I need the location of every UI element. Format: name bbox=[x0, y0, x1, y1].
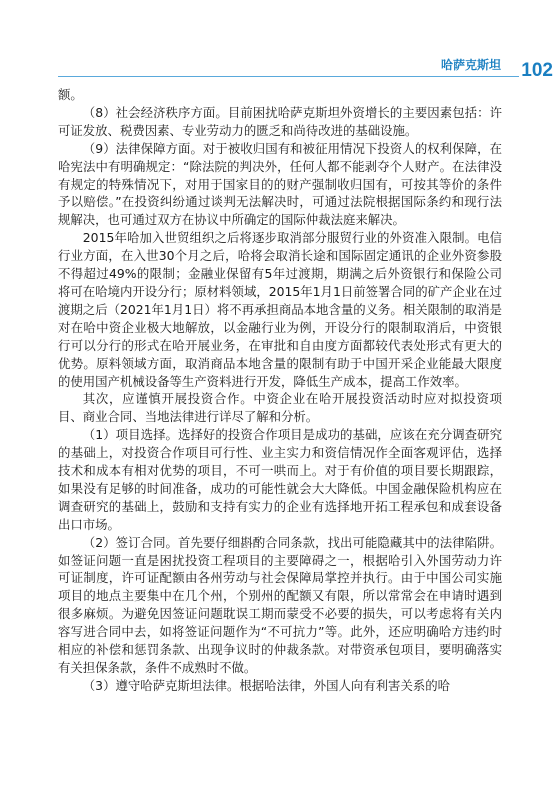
body-text bbox=[58, 86, 502, 695]
page-number: 102 bbox=[521, 60, 553, 81]
paragraph-cautious-investment: 其次，应谨慎开展投资合作。中资企业在哈开展投资活动时应对拟投资项目、商业合同、当地法律进行详尽了解和分析。 bbox=[58, 391, 502, 425]
header-title: 哈萨克斯坦 bbox=[440, 58, 501, 72]
paragraph-obey-law: （3）遵守哈萨克斯坦法律。根据哈法律，外国人向有利害关系的哈 bbox=[82, 677, 451, 693]
paragraph-contract-signing: （2）签订合同。首先要仔细斟酌合同条款，找出可能隐藏其中的法律陷阱。如签证问题一直是困扰投资工程项目的主要障碍之一，根据哈引入外国劳动力许可证制度，许可证配额由各州劳动与社会保障局掌控并执行。由于中国公司实施项目的地点主要集中在几个州，个别州的配额又有限，所以常常会在申请时遇到很多麻烦。为避免因签证问题耽误工期而蒙受不必要的损失，可以考虑将有关内容写进合同中去，如将签证问题作为“不可抗力”等。此外，还应明确哈方违约时相应的补偿和惩罚条款、出现争议时的仲裁条款。对带资承包项目，要明确落实有关担保条款，条件不成熟时不做。 bbox=[58, 534, 502, 675]
header-rule bbox=[58, 76, 519, 77]
paragraph-project-selection: （1）项目选择。选择好的投资合作项目是成功的基础，应该在充分调查研究的基础上，对投资合作项目可行性、业主实力和资信情况作全面客观评估，选择技术和成本有相对优势的项目，不可一哄而上。对于有价值的项目要长期跟踪，如果没有足够的时间准备，成功的可能性就会大大降低。中国金融保险机构应在调查研究的基础上，鼓励和支持有实力的企业有选择地开拓工程承包和成套设备出口市场。 bbox=[58, 427, 502, 532]
paragraph-social-economic-order: （8）社会经济秩序方面。目前困扰哈萨克斯坦外资增长的主要因素包括：许可证发放、税费因素、专业劳动力的匮乏和尚待改进的基础设施。 bbox=[58, 104, 502, 138]
running-header bbox=[0, 56, 559, 90]
paragraph-legal-protection: （9）法律保障方面。对于被收归国有和被征用情况下投资人的权利保障，在哈宪法中有明确规定：“除法院的判决外，任何人都不能剥夺个人财产。在法律没有规定的特殊情况下，对用于国家目的的财产强制收归国有，可按其等价的条件予以赔偿。”在投资纠纷通过谈判无法解决时，可通过法院根据国际条约和现行法规解决，也可通过双方在协议中所确定的国际仲裁法庭来解决。 bbox=[58, 140, 502, 228]
paragraph-continuation: 额。 bbox=[58, 87, 83, 102]
paragraph-wto-accession: 2015年哈加入世贸组织之后将逐步取消部分服贸行业的外资准入限制。电信行业方面，在入世30个月之后，哈将会取消长途和国际固定通讯的企业外资参股不得超过49%的限制；金融业保留有5年过渡期，期满之后外资银行和保险公司将可在哈境内开设分行；原材料领域，2015年1月1日前签署合同的矿产企业在过渡期之后（2021年1月1日）将不再承担商品本地含量的义务。相关限制的取消是对在哈中资企业极大地解放，以金融行业为例，开设分行的限制取消后，中资银行可以分行的形式在哈开展业务，在审批和自由度方面都较代表处形式有更大的优势。原料领域方面，取消商品本地含量的限制有助于中国开采企业能最大限度的使用国产机械设备等生产资料进行开发，降低生产成本，提高工作效率。 bbox=[58, 230, 502, 389]
